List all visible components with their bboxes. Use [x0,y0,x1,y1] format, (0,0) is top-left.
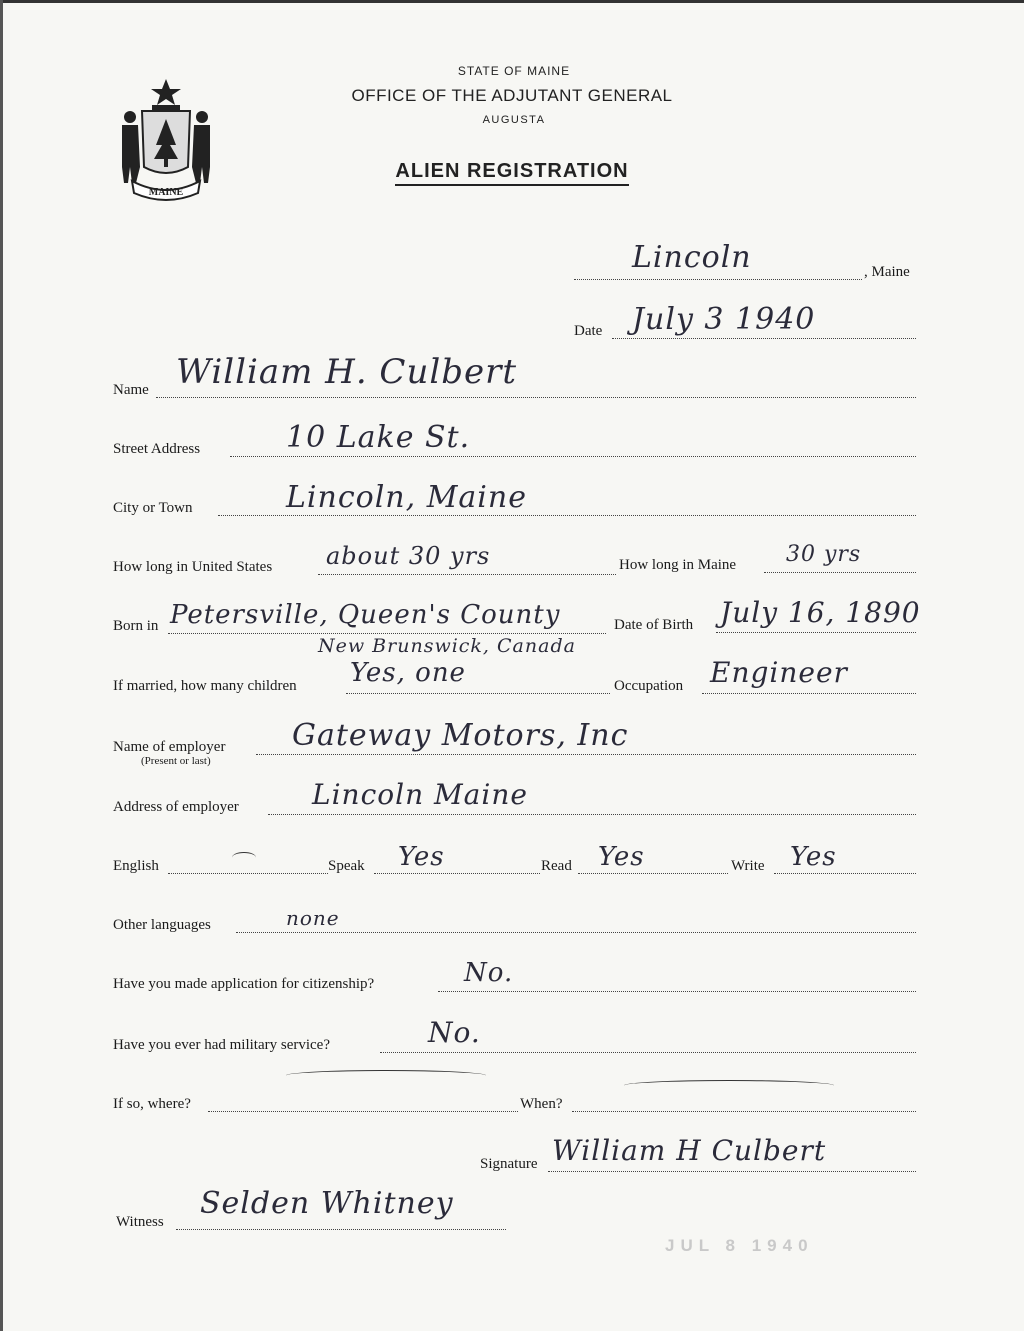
date-line [612,338,916,339]
how-long-maine-label: How long in Maine [619,557,737,573]
english-label: English [113,858,159,874]
occupation-label: Occupation [614,678,684,694]
born-value[interactable]: Petersville, Queen's County [170,600,561,630]
date-value[interactable]: July 3 1940 [632,302,816,337]
write-label: Write [731,858,765,874]
street-value[interactable]: 10 Lake St. [286,420,471,455]
citizenship-label: Have you made application for citizenship? [113,976,375,992]
form-title [0,160,1024,183]
born-value-line2[interactable]: New Brunswick, Canada [318,635,576,657]
military-value[interactable]: No. [428,1016,481,1049]
born-line [168,633,606,634]
married-line [346,693,610,694]
when-dash-mark [624,1080,834,1091]
born-label: Born in [113,618,159,634]
witness-signature[interactable]: Selden Whitney [200,1186,454,1221]
city-value[interactable]: Lincoln, Maine [286,480,527,515]
employer-address-label: Address of employer [113,799,239,815]
how-long-us-value[interactable]: about 30 yrs [326,542,491,570]
dob-line [716,632,916,633]
write-line [774,873,916,874]
signature-line [548,1171,916,1172]
when-label: When? [520,1096,563,1112]
header-office: OFFICE OF THE ADJUTANT GENERAL [351,86,673,105]
english-line [168,873,328,874]
speak-line [374,873,540,874]
occupation-value[interactable]: Engineer [710,656,848,689]
header-city: AUGUSTA [482,114,546,126]
received-date-stamp: JUL 8 1940 [665,1236,814,1255]
scan-border-top [0,0,1024,3]
how-long-us-line [318,574,616,575]
how-long-maine-line [764,572,916,573]
how-long-maine-value[interactable]: 30 yrs [786,542,862,567]
date-label: Date [574,323,603,339]
read-line [578,873,728,874]
town-value[interactable]: Lincoln [632,240,752,275]
read-label: Read [541,858,572,874]
occupation-line [702,693,916,694]
employer-value[interactable]: Gateway Motors, Inc [292,718,629,753]
military-line [380,1052,916,1053]
citizenship-line [438,991,916,992]
witness-label: Witness [116,1214,164,1230]
dob-label: Date of Birth [614,617,694,633]
military-label: Have you ever had military service? [113,1037,330,1053]
maine-label: , Maine [864,264,910,280]
scan-border-left [0,0,3,1331]
witness-line [176,1229,506,1230]
city-label: City or Town [113,500,193,516]
write-value[interactable]: Yes [790,842,837,872]
signature-value[interactable]: William H Culbert [552,1134,827,1167]
form-title-text: ALIEN REGISTRATION [395,160,628,186]
header-state: STATE OF MAINE [457,64,571,78]
other-languages-label: Other languages [113,917,211,933]
name-line [156,397,916,398]
where-label: If so, where? [113,1096,191,1112]
read-value[interactable]: Yes [598,842,645,872]
when-line [572,1111,916,1112]
town-line [574,279,862,280]
employer-label: Name of employer [113,739,226,755]
where-dash-mark [286,1070,486,1081]
how-long-us-label: How long in United States [113,559,273,575]
street-line [230,456,916,457]
seal-text: MAINE [148,187,184,198]
other-languages-value[interactable]: none [286,906,340,930]
english-check-mark [232,852,256,863]
married-label: If married, how many children [113,678,297,694]
city-line [218,515,916,516]
citizenship-value[interactable]: No. [464,958,514,988]
signature-label: Signature [480,1156,538,1172]
children-value[interactable]: Yes, one [350,658,466,688]
dob-value[interactable]: July 16, 1890 [720,596,921,629]
name-value[interactable]: William H. Culbert [176,352,518,392]
employer-note: (Present or last) [141,755,211,767]
name-label: Name [113,382,149,398]
where-line [208,1111,518,1112]
employer-address-value[interactable]: Lincoln Maine [312,778,528,811]
employer-address-line [268,814,916,815]
speak-value[interactable]: Yes [398,842,445,872]
other-languages-line [236,932,916,933]
employer-line [256,754,916,755]
speak-label: Speak [328,858,365,874]
street-label: Street Address [113,441,201,457]
